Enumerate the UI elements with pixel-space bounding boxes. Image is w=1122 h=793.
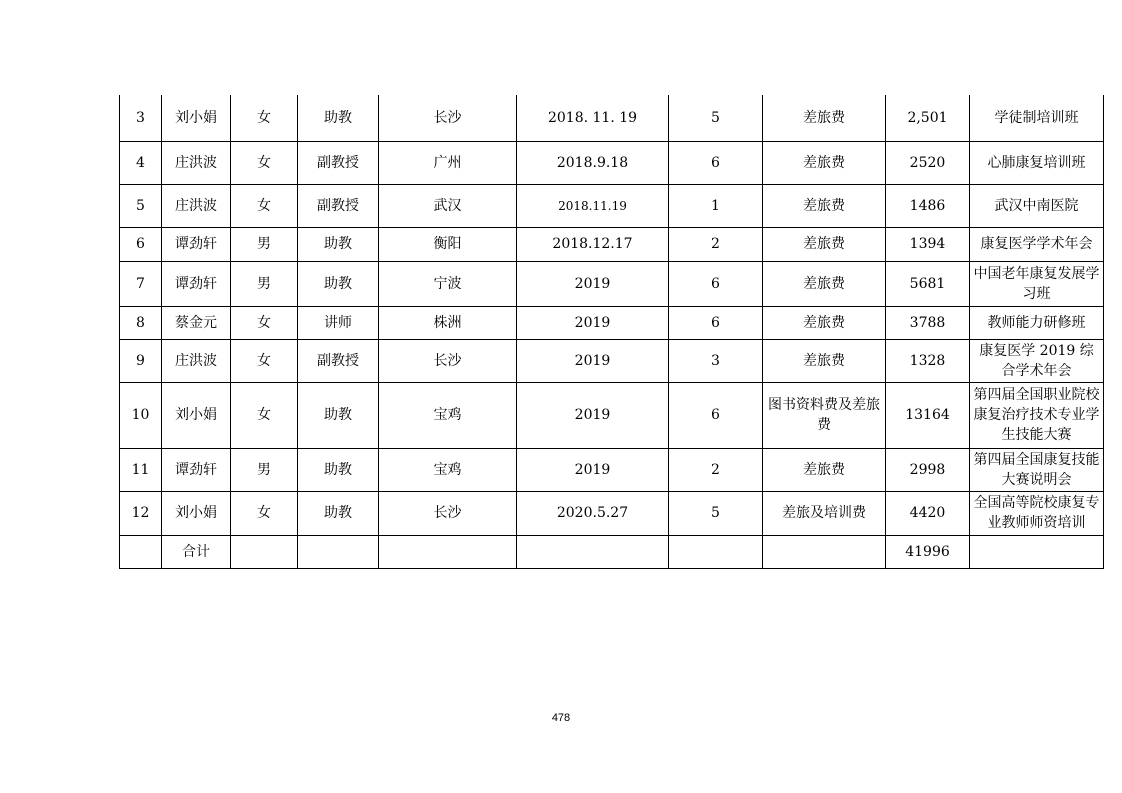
cell-purpose: 康复医学 2019 综合学术年会	[970, 339, 1104, 382]
cell-place: 衡阳	[379, 227, 517, 261]
cell-name: 刘小娟	[162, 382, 231, 448]
cell-title: 助教	[298, 448, 379, 491]
cell-expense-type: 差旅费	[763, 184, 886, 227]
cell-purpose: 武汉中南医院	[970, 184, 1104, 227]
cell-no: 6	[120, 227, 162, 261]
cell-empty	[231, 535, 298, 568]
cell-days: 2	[669, 448, 763, 491]
table-row	[120, 141, 1104, 184]
cell-empty	[517, 535, 669, 568]
travel-expense-table	[119, 95, 1104, 569]
table-row	[120, 448, 1104, 491]
cell-expense-type: 差旅费	[763, 95, 886, 141]
cell-date: 2018. 11. 19	[517, 95, 669, 141]
cell-empty	[669, 535, 763, 568]
cell-amount: 2,501	[886, 95, 970, 141]
cell-place: 长沙	[379, 491, 517, 535]
total-amount: 41996	[886, 535, 970, 568]
cell-date: 2019	[517, 339, 669, 382]
table-row	[120, 339, 1104, 382]
cell-date: 2019	[517, 306, 669, 339]
cell-date: 2019	[517, 261, 669, 306]
cell-days: 5	[669, 95, 763, 141]
cell-name: 谭劲轩	[162, 261, 231, 306]
cell-expense-type: 差旅费	[763, 339, 886, 382]
cell-empty	[763, 535, 886, 568]
cell-days: 5	[669, 491, 763, 535]
cell-no: 3	[120, 95, 162, 141]
cell-amount: 3788	[886, 306, 970, 339]
cell-gender: 女	[231, 339, 298, 382]
table-row	[120, 382, 1104, 448]
cell-place: 株洲	[379, 306, 517, 339]
cell-purpose: 全国高等院校康复专业教师师资培训	[970, 491, 1104, 535]
cell-title: 助教	[298, 382, 379, 448]
cell-gender: 女	[231, 382, 298, 448]
cell-title: 讲师	[298, 306, 379, 339]
total-row	[120, 535, 1104, 568]
cell-gender: 女	[231, 141, 298, 184]
cell-gender: 女	[231, 491, 298, 535]
cell-days: 6	[669, 141, 763, 184]
table-row	[120, 491, 1104, 535]
cell-gender: 女	[231, 306, 298, 339]
cell-title: 助教	[298, 261, 379, 306]
cell-expense-type: 差旅费	[763, 448, 886, 491]
cell-name: 庄洪波	[162, 184, 231, 227]
cell-days: 3	[669, 339, 763, 382]
cell-amount: 13164	[886, 382, 970, 448]
cell-name: 庄洪波	[162, 339, 231, 382]
cell-title: 副教授	[298, 184, 379, 227]
cell-date: 2018.9.18	[517, 141, 669, 184]
cell-amount: 1486	[886, 184, 970, 227]
cell-date: 2020.5.27	[517, 491, 669, 535]
cell-purpose: 心肺康复培训班	[970, 141, 1104, 184]
cell-purpose: 中国老年康复发展学习班	[970, 261, 1104, 306]
cell-days: 6	[669, 306, 763, 339]
cell-purpose: 第四届全国康复技能大赛说明会	[970, 448, 1104, 491]
cell-no: 7	[120, 261, 162, 306]
cell-no: 11	[120, 448, 162, 491]
cell-days: 1	[669, 184, 763, 227]
table-row	[120, 184, 1104, 227]
cell-place: 武汉	[379, 184, 517, 227]
table-row	[120, 261, 1104, 306]
cell-expense-type: 差旅及培训费	[763, 491, 886, 535]
cell-title: 副教授	[298, 141, 379, 184]
cell-title: 助教	[298, 491, 379, 535]
table-body	[120, 95, 1104, 568]
cell-no: 9	[120, 339, 162, 382]
cell-days: 6	[669, 382, 763, 448]
cell-expense-type: 差旅费	[763, 227, 886, 261]
cell-expense-type: 差旅费	[763, 141, 886, 184]
cell-place: 长沙	[379, 339, 517, 382]
cell-name: 谭劲轩	[162, 227, 231, 261]
cell-expense-type: 差旅费	[763, 306, 886, 339]
cell-gender: 女	[231, 184, 298, 227]
cell-no: 5	[120, 184, 162, 227]
cell-purpose: 教师能力研修班	[970, 306, 1104, 339]
cell-amount: 1328	[886, 339, 970, 382]
cell-no: 10	[120, 382, 162, 448]
cell-purpose: 第四届全国职业院校康复治疗技术专业学生技能大赛	[970, 382, 1104, 448]
cell-purpose: 学徒制培训班	[970, 95, 1104, 141]
page-number: 478	[551, 712, 571, 724]
cell-place: 宝鸡	[379, 448, 517, 491]
table-row	[120, 306, 1104, 339]
cell-amount: 2520	[886, 141, 970, 184]
cell-date: 2019	[517, 382, 669, 448]
total-label: 合计	[162, 535, 231, 568]
cell-gender: 女	[231, 95, 298, 141]
cell-empty	[298, 535, 379, 568]
cell-no: 8	[120, 306, 162, 339]
table-row	[120, 95, 1104, 141]
cell-expense-type: 差旅费	[763, 261, 886, 306]
cell-place: 宝鸡	[379, 382, 517, 448]
cell-title: 助教	[298, 227, 379, 261]
cell-empty	[120, 535, 162, 568]
cell-empty	[379, 535, 517, 568]
cell-place: 宁波	[379, 261, 517, 306]
cell-name: 刘小娟	[162, 95, 231, 141]
cell-gender: 男	[231, 448, 298, 491]
cell-title: 副教授	[298, 339, 379, 382]
cell-gender: 男	[231, 227, 298, 261]
cell-purpose: 康复医学学术年会	[970, 227, 1104, 261]
cell-expense-type: 图书资料费及差旅费	[763, 382, 886, 448]
cell-gender: 男	[231, 261, 298, 306]
cell-name: 谭劲轩	[162, 448, 231, 491]
cell-date: 2019	[517, 448, 669, 491]
cell-amount: 2998	[886, 448, 970, 491]
cell-place: 长沙	[379, 95, 517, 141]
cell-amount: 5681	[886, 261, 970, 306]
cell-days: 6	[669, 261, 763, 306]
cell-no: 4	[120, 141, 162, 184]
cell-date: 2018.12.17	[517, 227, 669, 261]
table-row	[120, 227, 1104, 261]
cell-name: 蔡金元	[162, 306, 231, 339]
cell-name: 庄洪波	[162, 141, 231, 184]
cell-date: 2018.11.19	[517, 184, 669, 227]
cell-amount: 4420	[886, 491, 970, 535]
cell-amount: 1394	[886, 227, 970, 261]
cell-days: 2	[669, 227, 763, 261]
cell-name: 刘小娟	[162, 491, 231, 535]
cell-no: 12	[120, 491, 162, 535]
cell-title: 助教	[298, 95, 379, 141]
cell-place: 广州	[379, 141, 517, 184]
cell-empty	[970, 535, 1104, 568]
